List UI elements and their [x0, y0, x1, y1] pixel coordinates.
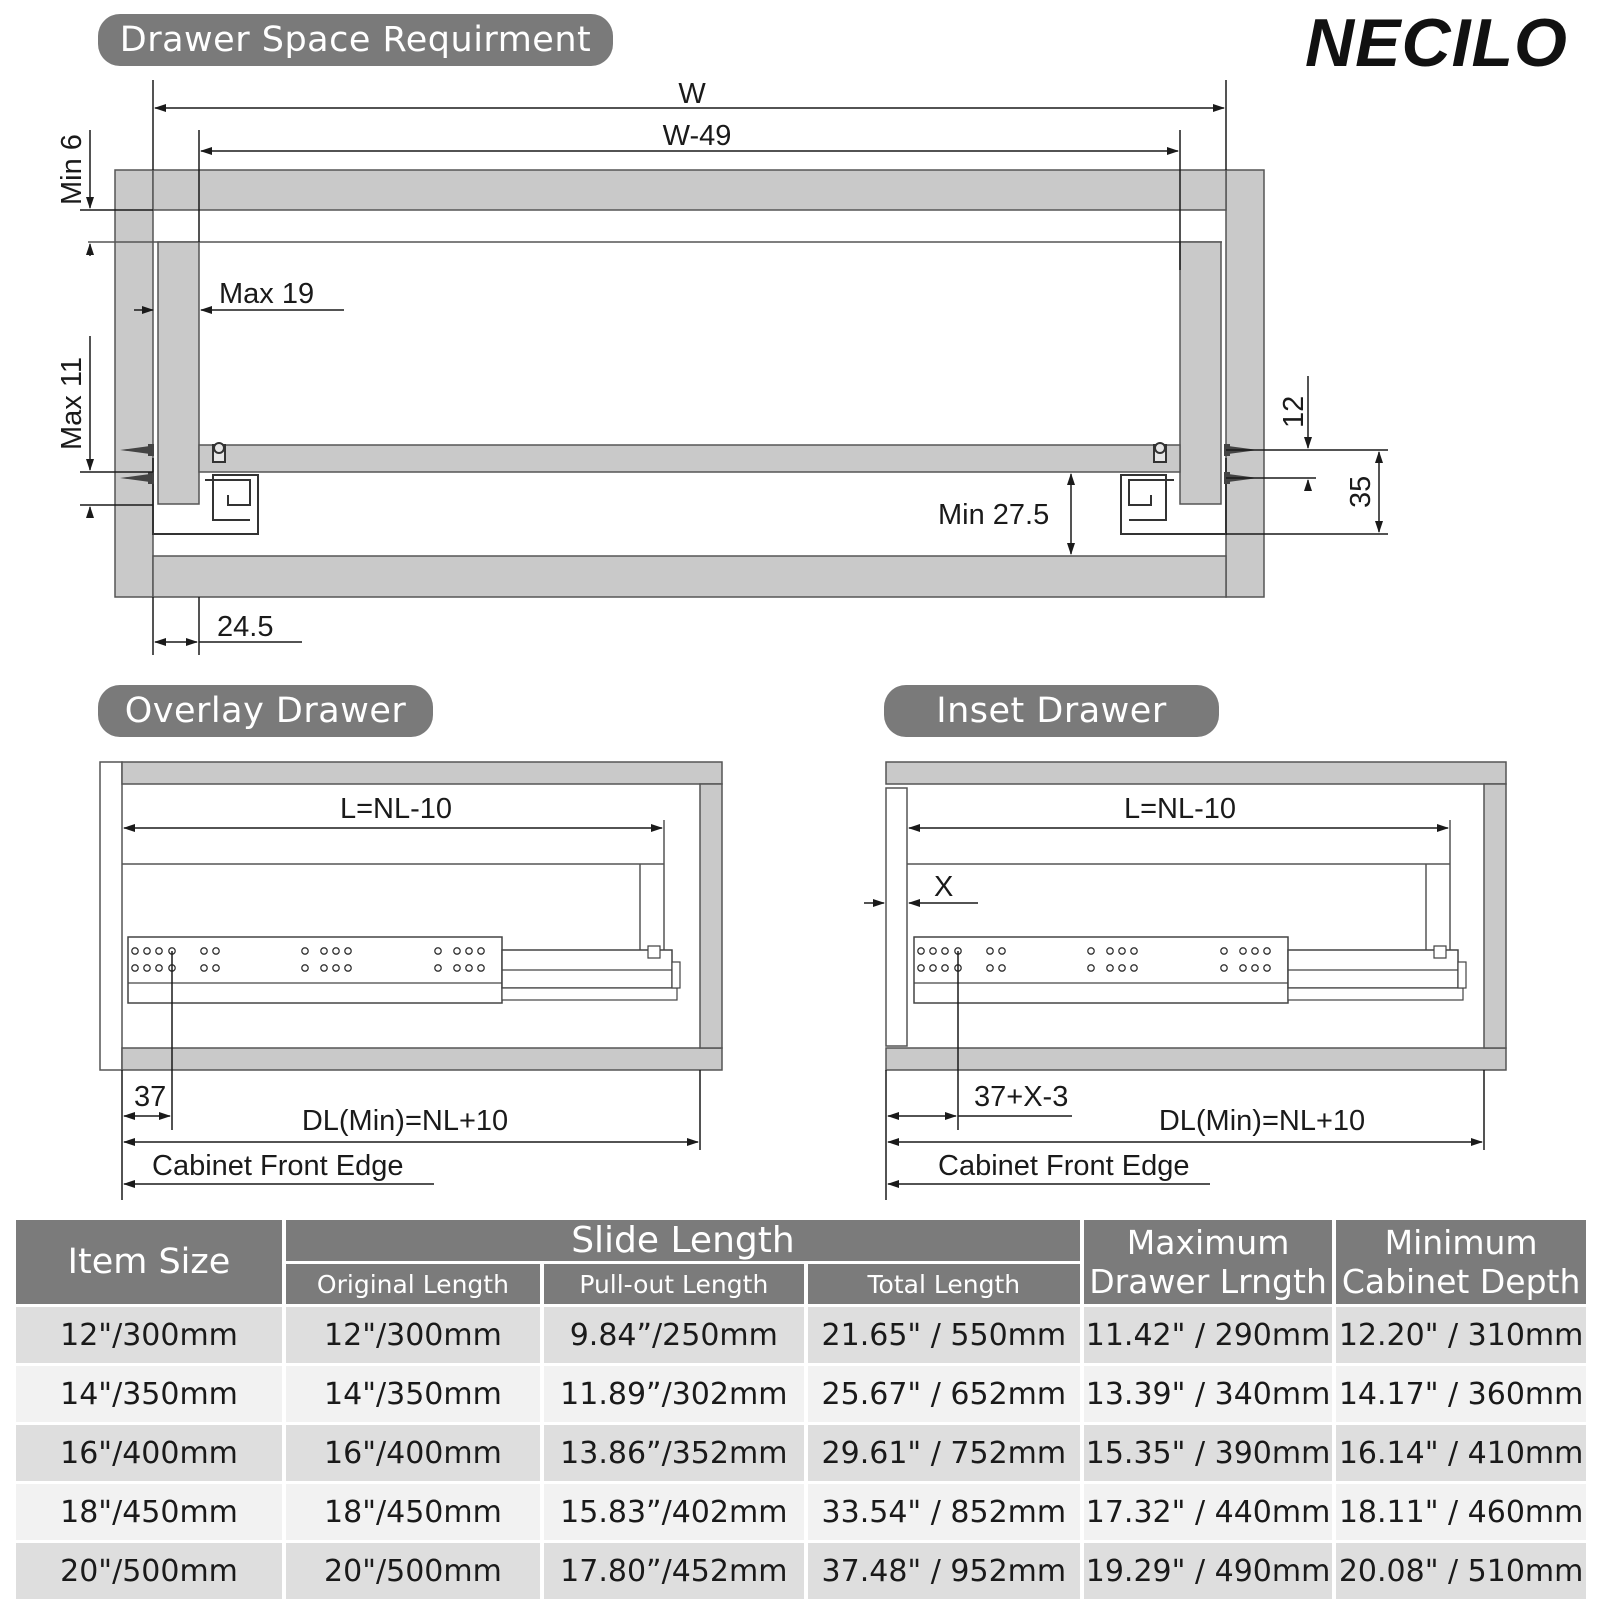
cabinet-top-panel	[153, 170, 1226, 210]
overlay-drawer-front	[100, 762, 122, 1070]
cell-total-length: 29.61" / 752mm	[808, 1425, 1080, 1481]
header-total-length: Total Length	[808, 1264, 1080, 1304]
table-row	[16, 1484, 1586, 1540]
cell-item-size: 14"/350mm	[16, 1366, 282, 1422]
inset-label-l: L=NL-10	[1123, 793, 1237, 825]
cell-pullout-length: 17.80”/452mm	[544, 1543, 804, 1599]
dim-label-12: 12	[1278, 395, 1310, 428]
inset-label-edge: Cabinet Front Edge	[938, 1150, 1190, 1182]
cell-item-size: 12"/300mm	[16, 1307, 282, 1363]
section-label-inset-text: Inset Drawer	[936, 691, 1167, 731]
table-row	[16, 1425, 1586, 1481]
header-original-length: Original Length	[286, 1264, 540, 1304]
header-max-line2: Drawer Lrngth	[1089, 1262, 1327, 1301]
cell-min-cabinet-depth: 14.17" / 360mm	[1336, 1366, 1586, 1422]
inset-slide-rail	[914, 937, 1288, 1003]
cell-total-length: 37.48" / 952mm	[808, 1543, 1080, 1599]
cell-item-size: 18"/450mm	[16, 1484, 282, 1540]
inset-cabinet-top	[886, 762, 1506, 784]
cell-total-length: 21.65" / 550mm	[808, 1307, 1080, 1363]
overlay-label-dl: DL(Min)=NL+10	[301, 1105, 509, 1137]
dim-label-24-5: 24.5	[217, 611, 274, 643]
header-max-drawer-length	[1084, 1220, 1332, 1304]
dim-label-min6: Min 6	[56, 134, 88, 205]
inset-label-37-x-3: 37+X-3	[974, 1081, 1069, 1113]
header-max-line1: Maximum	[1126, 1223, 1290, 1262]
header-min-cabinet-depth	[1336, 1220, 1586, 1304]
cell-max-drawer-length: 15.35" / 390mm	[1084, 1425, 1332, 1481]
overlay-cabinet-bottom	[122, 1048, 722, 1070]
cell-original-length: 20"/500mm	[286, 1543, 540, 1599]
inset-dimension-lines	[864, 828, 1484, 1200]
overlay-label-37: 37	[134, 1081, 167, 1113]
overlay-label-l: L=NL-10	[339, 793, 453, 825]
drawer-bottom	[199, 445, 1180, 472]
size-spec-table	[12, 1217, 1590, 1602]
inset-cabinet-bottom	[886, 1048, 1506, 1070]
header-pullout-length: Pull-out Length	[544, 1264, 804, 1304]
section-label-space-text: Drawer Space Requirment	[119, 20, 592, 60]
inset-cabinet-back	[1484, 784, 1506, 1048]
overlay-slide-rail	[128, 937, 502, 1003]
cell-original-length: 18"/450mm	[286, 1484, 540, 1540]
brand-logo: NECILO	[1305, 5, 1568, 81]
inset-drawer-front	[886, 788, 907, 1046]
cell-original-length: 16"/400mm	[286, 1425, 540, 1481]
header-item-size: Item Size	[16, 1220, 282, 1304]
cell-max-drawer-length: 17.32" / 440mm	[1084, 1484, 1332, 1540]
header-min-line2: Cabinet Depth	[1341, 1262, 1581, 1301]
table-row	[16, 1543, 1586, 1599]
overlay-cabinet-top	[122, 762, 722, 784]
dim-label-w-49: W-49	[662, 120, 732, 152]
cell-total-length: 25.67" / 652mm	[808, 1366, 1080, 1422]
cell-min-cabinet-depth: 16.14" / 410mm	[1336, 1425, 1586, 1481]
cell-item-size: 16"/400mm	[16, 1425, 282, 1481]
table-row	[16, 1366, 1586, 1422]
dim-label-max19: Max 19	[219, 278, 315, 310]
cabinet-bottom-panel	[153, 556, 1226, 597]
cabinet-right-panel	[1226, 170, 1264, 597]
table-row	[16, 1307, 1586, 1363]
cabinet-left-panel	[115, 170, 153, 597]
cell-total-length: 33.54" / 852mm	[808, 1484, 1080, 1540]
cell-min-cabinet-depth: 20.08" / 510mm	[1336, 1543, 1586, 1599]
cell-min-cabinet-depth: 12.20" / 310mm	[1336, 1307, 1586, 1363]
overlay-dimension-lines	[122, 828, 700, 1200]
cell-pullout-length: 15.83”/402mm	[544, 1484, 804, 1540]
dim-label-max11: Max 11	[56, 357, 88, 450]
cell-original-length: 14"/350mm	[286, 1366, 540, 1422]
cell-min-cabinet-depth: 18.11" / 460mm	[1336, 1484, 1586, 1540]
cabinet-cross-section	[88, 170, 1264, 597]
cell-pullout-length: 13.86”/352mm	[544, 1425, 804, 1481]
cell-item-size: 20"/500mm	[16, 1543, 282, 1599]
dim-label-35: 35	[1345, 475, 1377, 508]
header-min-line1: Minimum	[1384, 1223, 1538, 1262]
header-slide-length: Slide Length	[286, 1220, 1080, 1261]
dim-label-min27-5: Min 27.5	[938, 499, 1050, 531]
cell-max-drawer-length: 19.29" / 490mm	[1084, 1543, 1332, 1599]
cell-pullout-length: 9.84”/250mm	[544, 1307, 804, 1363]
overlay-cabinet-back	[700, 784, 722, 1048]
overlay-label-edge: Cabinet Front Edge	[152, 1150, 404, 1182]
cell-original-length: 12"/300mm	[286, 1307, 540, 1363]
cell-pullout-length: 11.89”/302mm	[544, 1366, 804, 1422]
cell-max-drawer-length: 13.39" / 340mm	[1084, 1366, 1332, 1422]
dim-label-w: W	[678, 78, 706, 110]
section-label-overlay-text: Overlay Drawer	[124, 691, 407, 731]
inset-label-dl: DL(Min)=NL+10	[1158, 1105, 1366, 1137]
drawer-left-side	[158, 242, 199, 504]
cell-max-drawer-length: 11.42" / 290mm	[1084, 1307, 1332, 1363]
inset-label-x: X	[934, 871, 954, 903]
drawer-right-side	[1180, 242, 1221, 504]
